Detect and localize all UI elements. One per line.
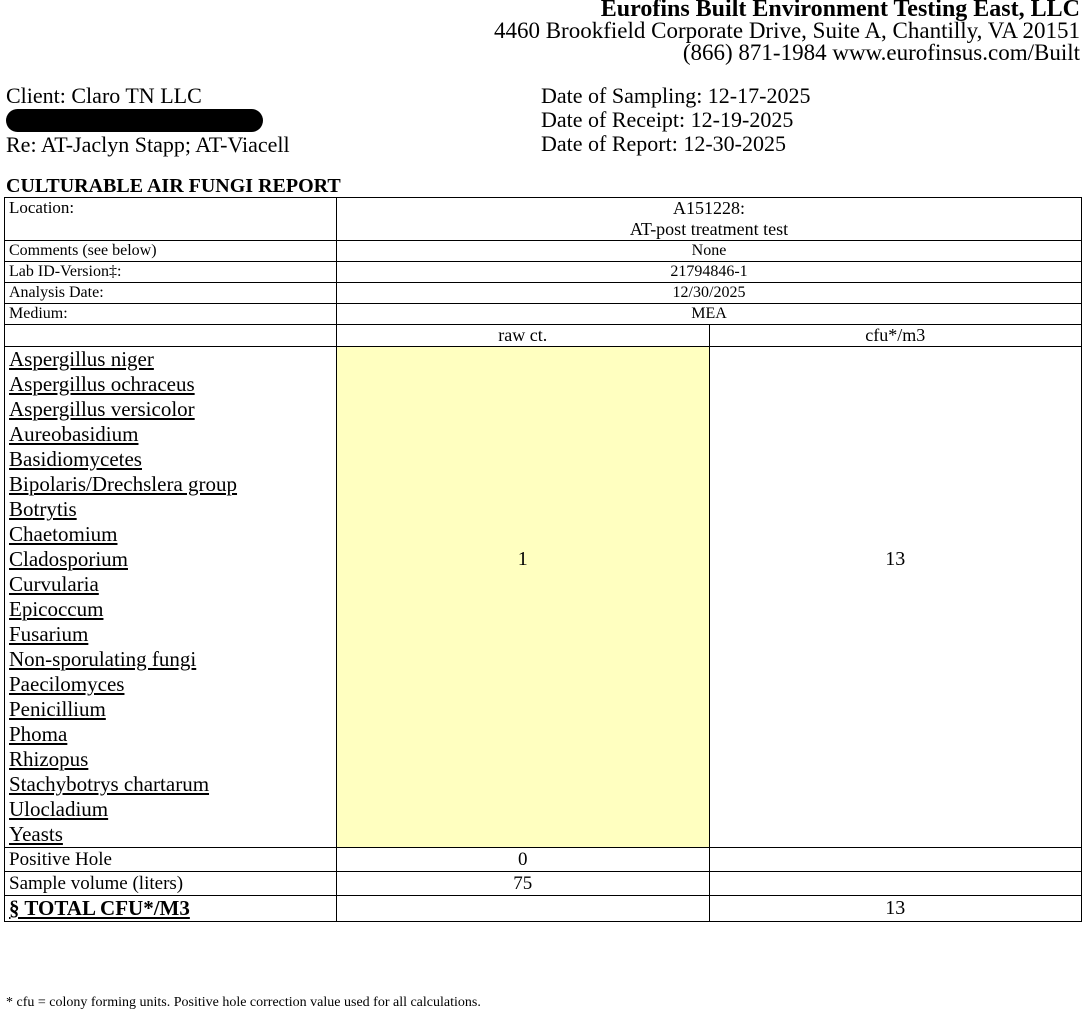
organism-name: Curvularia — [5, 572, 337, 597]
organism-row — [5, 447, 1082, 472]
medium-value: MEA — [337, 304, 1082, 325]
positive-hole-cfu — [709, 848, 1082, 872]
organism-name: Chaetomium — [5, 522, 337, 547]
cfu-cell — [709, 422, 1082, 447]
labid-row — [5, 262, 1082, 283]
cfu-cell — [709, 722, 1082, 747]
column-header-raw: raw ct. — [337, 325, 710, 347]
footnote: * cfu = colony forming units. Positive hole correction value used for all calculations. — [6, 995, 481, 1010]
organism-name: Fusarium — [5, 622, 337, 647]
raw-count-cell — [337, 422, 710, 447]
organism-name: Aspergillus ochraceus — [5, 372, 337, 397]
organism-row — [5, 722, 1082, 747]
organism-name: Botrytis — [5, 497, 337, 522]
positive-hole-value: 0 — [337, 848, 710, 872]
location-value — [337, 198, 1082, 241]
column-header-blank — [5, 325, 337, 347]
organism-row — [5, 422, 1082, 447]
client-block — [6, 84, 290, 157]
location-label: Location: — [5, 198, 337, 241]
organism-name: Rhizopus — [5, 747, 337, 772]
cfu-cell — [709, 397, 1082, 422]
column-header-cfu: cfu*/m3 — [709, 325, 1082, 347]
organism-row — [5, 547, 1082, 572]
organism-row — [5, 372, 1082, 397]
organism-row — [5, 747, 1082, 772]
cfu-cell — [709, 497, 1082, 522]
cfu-cell — [709, 747, 1082, 772]
cfu-cell — [709, 372, 1082, 397]
organism-name: Epicoccum — [5, 597, 337, 622]
cfu-cell: 13 — [709, 547, 1082, 572]
organism-name: Bipolaris/Drechslera group — [5, 472, 337, 497]
raw-count-cell — [337, 572, 710, 597]
organism-row — [5, 797, 1082, 822]
analysis-date-row — [5, 283, 1082, 304]
location-row — [5, 198, 1082, 241]
total-value: 13 — [709, 896, 1082, 922]
comments-label: Comments (see below) — [5, 241, 337, 262]
cfu-cell — [709, 672, 1082, 697]
raw-count-cell — [337, 822, 710, 848]
organism-row — [5, 472, 1082, 497]
comments-value: None — [337, 241, 1082, 262]
raw-count-cell — [337, 597, 710, 622]
cfu-cell — [709, 772, 1082, 797]
organism-row — [5, 622, 1082, 647]
positive-hole-label: Positive Hole — [5, 848, 337, 872]
sample-volume-label: Sample volume (liters) — [5, 872, 337, 896]
raw-count-cell — [337, 672, 710, 697]
client-name: Client: Claro TN LLC — [6, 83, 202, 108]
organism-name: Basidiomycetes — [5, 447, 337, 472]
organism-name: Cladosporium — [5, 547, 337, 572]
report-title: CULTURABLE AIR FUNGI REPORT — [6, 175, 341, 197]
date-of-report: Date of Report: 12-30-2025 — [541, 131, 786, 156]
cfu-cell — [709, 622, 1082, 647]
organism-row — [5, 497, 1082, 522]
fungi-report-table — [4, 197, 1082, 922]
location-desc: AT-post treatment test — [629, 219, 789, 239]
raw-count-cell — [337, 497, 710, 522]
organism-row — [5, 822, 1082, 848]
dates-block — [541, 84, 810, 156]
cfu-cell — [709, 697, 1082, 722]
organism-name: Penicillium — [5, 697, 337, 722]
medium-label: Medium: — [5, 304, 337, 325]
date-of-receipt: Date of Receipt: 12-19-2025 — [541, 107, 794, 132]
raw-count-cell: 1 — [337, 547, 710, 572]
redaction-bar — [6, 109, 263, 132]
organism-row — [5, 522, 1082, 547]
raw-count-cell — [337, 397, 710, 422]
organism-name: Non-sporulating fungi — [5, 647, 337, 672]
medium-row — [5, 304, 1082, 325]
re-line: Re: AT-Jaclyn Stapp; AT-Viacell — [6, 132, 290, 157]
location-id: A151228: — [673, 198, 745, 218]
labid-value: 21794846-1 — [337, 262, 1082, 283]
organism-row — [5, 397, 1082, 422]
raw-count-cell — [337, 697, 710, 722]
raw-count-cell — [337, 447, 710, 472]
cfu-cell — [709, 797, 1082, 822]
organism-name: Phoma — [5, 722, 337, 747]
lab-header — [494, 0, 1080, 64]
raw-count-cell — [337, 797, 710, 822]
raw-count-cell — [337, 647, 710, 672]
sample-volume-cfu — [709, 872, 1082, 896]
lab-contact: (866) 871-1984 www.eurofinsus.com/Built — [682, 40, 1080, 65]
total-row — [5, 896, 1082, 922]
cfu-cell — [709, 647, 1082, 672]
total-raw — [337, 896, 710, 922]
organism-name: Paecilomyces — [5, 672, 337, 697]
date-of-sampling: Date of Sampling: 12-17-2025 — [541, 83, 811, 108]
lab-address: 4460 Brookfield Corporate Drive, Suite A, Chantilly, VA 20151 — [493, 18, 1080, 43]
total-label: § TOTAL CFU*/M3 — [5, 896, 337, 922]
cfu-cell — [709, 822, 1082, 848]
cfu-cell — [709, 522, 1082, 547]
organism-row — [5, 697, 1082, 722]
organism-row — [5, 647, 1082, 672]
raw-count-cell — [337, 622, 710, 647]
positive-hole-row — [5, 848, 1082, 872]
lab-name: Eurofins Built Environment Testing East, LLC — [600, 0, 1080, 22]
raw-count-cell — [337, 772, 710, 797]
cfu-cell — [709, 572, 1082, 597]
cfu-cell — [709, 447, 1082, 472]
column-header-row — [5, 325, 1082, 347]
sample-volume-row — [5, 872, 1082, 896]
organism-name: Aspergillus niger — [5, 347, 337, 373]
labid-label: Lab ID-Version‡: — [5, 262, 337, 283]
raw-count-cell — [337, 722, 710, 747]
sample-volume-value: 75 — [337, 872, 710, 896]
organism-name: Aspergillus versicolor — [5, 397, 337, 422]
raw-count-cell — [337, 747, 710, 772]
cfu-cell — [709, 472, 1082, 497]
raw-count-cell — [337, 472, 710, 497]
organism-name: Ulocladium — [5, 797, 337, 822]
comments-row — [5, 241, 1082, 262]
raw-count-cell — [337, 347, 710, 373]
organism-row — [5, 772, 1082, 797]
organism-name: Yeasts — [5, 822, 337, 848]
cfu-cell — [709, 597, 1082, 622]
organism-name: Aureobasidium — [5, 422, 337, 447]
raw-count-cell — [337, 522, 710, 547]
cfu-cell — [709, 347, 1082, 373]
organism-row — [5, 672, 1082, 697]
organism-name: Stachybotrys chartarum — [5, 772, 337, 797]
analysis-date-label: Analysis Date: — [5, 283, 337, 304]
raw-count-cell — [337, 372, 710, 397]
organism-row — [5, 597, 1082, 622]
organism-row — [5, 347, 1082, 373]
organism-row — [5, 572, 1082, 597]
analysis-date-value: 12/30/2025 — [337, 283, 1082, 304]
